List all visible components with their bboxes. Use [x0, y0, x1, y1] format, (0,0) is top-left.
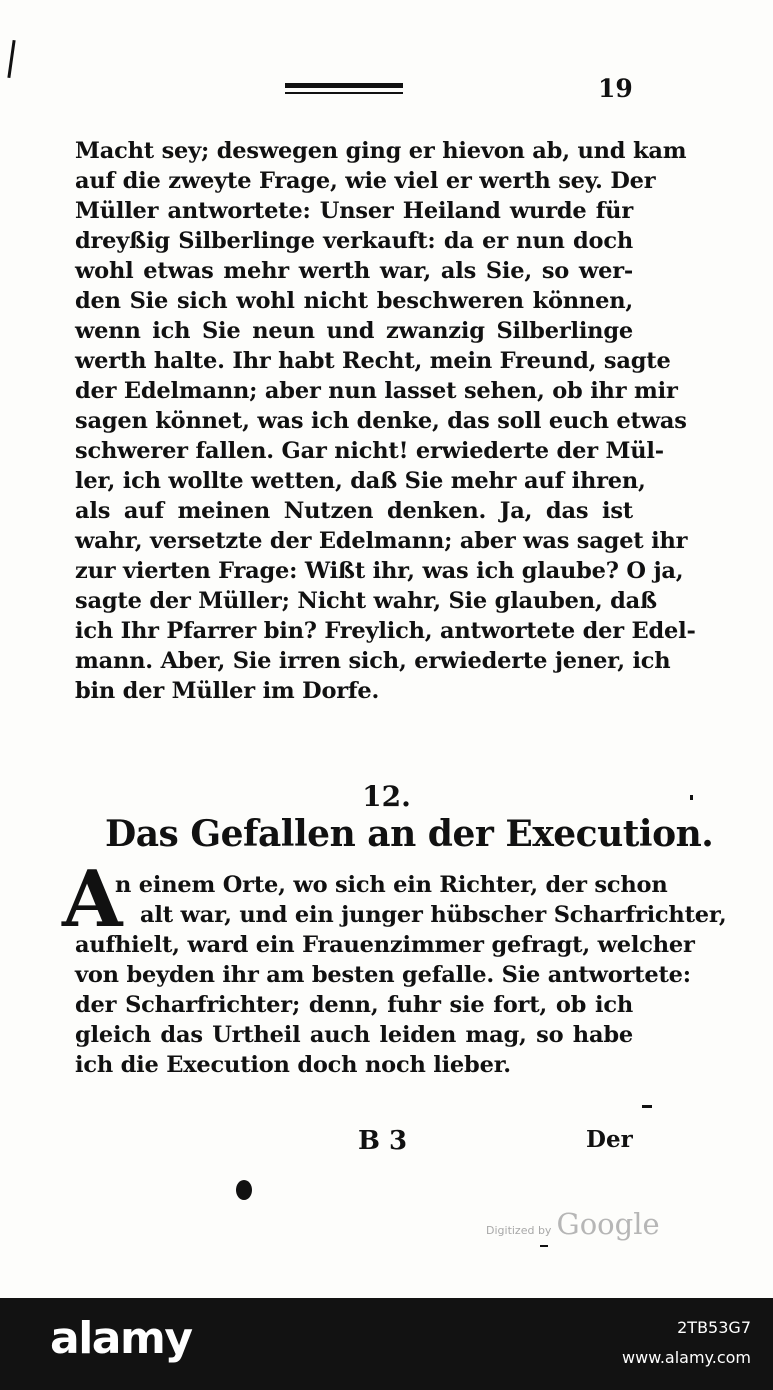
alamy-logo: alamy — [50, 1313, 192, 1364]
text-line: ich Ihr Pfarrer bin? Freylich, antwortete der Edel- — [75, 618, 696, 644]
scan-speck — [540, 1245, 548, 1247]
text-line: dreyßig Silberlinge verkauft: da er nun doch — [75, 228, 633, 254]
text-line: werth halte. Ihr habt Recht, mein Freund, sagte — [75, 348, 671, 374]
text-line: als auf meinen Nutzen denken. Ja, das ist — [75, 498, 633, 524]
page-number: 19 — [598, 74, 633, 103]
text-line: sagen könnet, was ich denke, das soll euch etwas — [75, 408, 687, 434]
site-url: www.alamy.com — [622, 1348, 751, 1367]
google-logo: Google — [556, 1207, 660, 1241]
text-line: sagte der Müller; Nicht wahr, Sie glauben, daß — [75, 588, 657, 614]
image-id: 2TB53G7 — [677, 1318, 751, 1337]
signature-mark: B 3 — [358, 1126, 408, 1156]
text-line: mann. Aber, Sie irren sich, erwiederte jener, ich — [75, 648, 671, 674]
scan-speck — [236, 1180, 252, 1200]
scan-speck — [642, 1105, 652, 1108]
text-line: aufhielt, ward ein Frauenzimmer gefragt, welcher — [75, 932, 695, 958]
section-number: 12. — [362, 780, 411, 813]
text-line: n einem Orte, wo sich ein Richter, der schon — [115, 872, 668, 898]
text-line: den Sie sich wohl nicht beschweren können, — [75, 288, 633, 314]
text-line: bin der Müller im Dorfe. — [75, 678, 380, 704]
text-line: von beyden ihr am besten gefalle. Sie antwortete: — [75, 962, 691, 988]
text-line: Müller antwortete: Unser Heiland wurde für — [75, 198, 633, 224]
text-line: ler, ich wollte wetten, daß Sie mehr auf ihren, — [75, 468, 646, 494]
section-title: Das Gefallen an der Execution. — [105, 813, 714, 855]
text-line: alt war, und ein junger hübscher Scharfrichter, — [140, 902, 727, 928]
text-line: wohl etwas mehr werth war, als Sie, so wer- — [75, 258, 633, 284]
header-rule — [285, 83, 403, 88]
digitized-watermark — [486, 1207, 660, 1241]
text-line: wenn ich Sie neun und zwanzig Silberlinge — [75, 318, 633, 344]
drop-capital: A — [62, 854, 123, 945]
stock-photo-bar — [0, 1298, 773, 1390]
watermark-small-text: Digitized by — [486, 1224, 552, 1237]
text-line: wahr, versetzte der Edelmann; aber was saget ihr — [75, 528, 688, 554]
header-rule — [285, 92, 403, 94]
catchword: Der — [586, 1126, 633, 1153]
text-line: schwerer fallen. Gar nicht! erwiederte der Mül- — [75, 438, 664, 464]
scan-speck — [7, 40, 15, 78]
text-line: gleich das Urtheil auch leiden mag, so habe — [75, 1022, 633, 1048]
text-line: der Scharfrichter; denn, fuhr sie fort, ob ich — [75, 992, 633, 1018]
text-line: zur vierten Frage: Wißt ihr, was ich glaube? O ja, — [75, 558, 684, 584]
text-line: auf die zweyte Frage, wie viel er werth sey. Der — [75, 168, 656, 194]
text-line: der Edelmann; aber nun lasset sehen, ob ihr mir — [75, 378, 678, 404]
text-line: Macht sey; deswegen ging er hievon ab, und kam — [75, 138, 687, 164]
text-line: ich die Execution doch noch lieber. — [75, 1052, 511, 1078]
